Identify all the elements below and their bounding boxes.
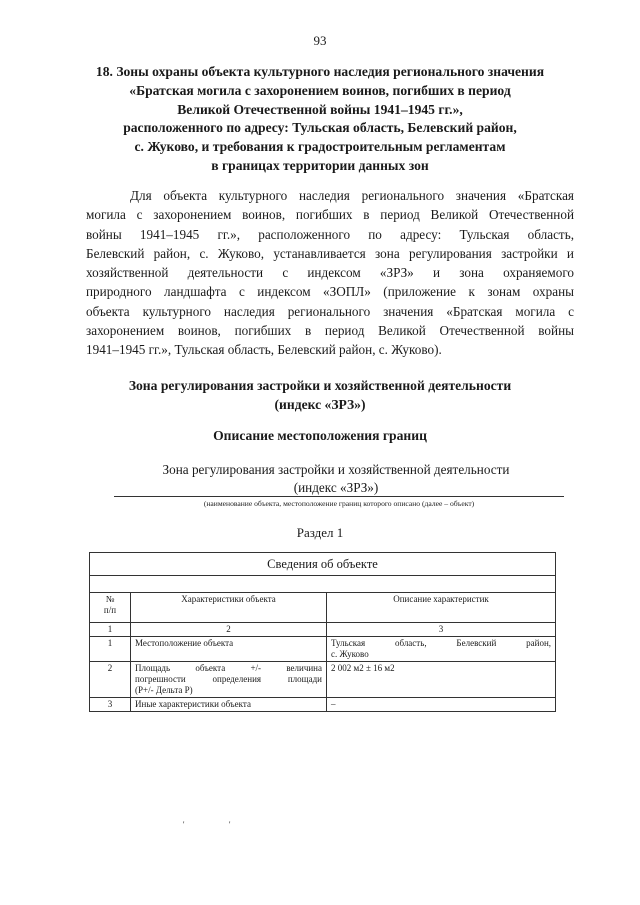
header-num-line: № — [105, 594, 115, 604]
row-num: 1 — [90, 637, 131, 662]
zone-name — [110, 461, 562, 496]
table-empty-cell — [90, 576, 556, 593]
section-title: Раздел 1 — [296, 525, 344, 540]
description-heading: Описание местоположения границ — [213, 428, 427, 443]
zone-caption: (наименование объекта, местоположение границ которого описано (далее – объект) — [203, 499, 475, 508]
section-heading — [70, 63, 570, 176]
header-characteristics: Характеристики объекта — [131, 593, 327, 623]
row-num: 2 — [90, 662, 131, 698]
intro-line: Для объекта культурного наследия регионального значения «Братская — [130, 188, 574, 203]
row-description-line: Тульская область, Белевский район, — [331, 638, 552, 648]
row-num: 3 — [90, 698, 131, 712]
table-caption-row — [90, 553, 556, 576]
heading-line: 18. Зоны охраны объекта культурного наследия регионального значения — [95, 64, 545, 79]
intro-line: природного ландшафта с индексом «ЗОПЛ» (приложение к зонам охраны — [86, 284, 574, 300]
zone-underline — [114, 496, 564, 497]
row-characteristic — [131, 698, 327, 712]
zone-heading-line: Зона регулирования застройки и хозяйственной деятельности — [128, 378, 512, 393]
heading-line: в границах территории данных зон — [211, 157, 429, 173]
header-num-line: п/п — [103, 605, 117, 615]
intro-line: хозяйственной деятельности с индексом «ЗРЗ» и зона охраняемого — [86, 265, 574, 281]
intro-line: войны 1941–1945 гг.», расположенного по адресу: Тульская область, — [86, 226, 574, 242]
zone-name-line: Зона регулирования застройки и хозяйственной деятельности — [162, 462, 510, 477]
zone-heading — [60, 377, 580, 415]
row-description-line: – — [331, 699, 336, 709]
table-empty-row — [90, 576, 556, 593]
row-characteristic-line: Иные характеристики объекта — [135, 699, 251, 709]
table-header-row — [90, 593, 556, 623]
intro-line: захоронением воинов, погибших в период Великой Отечественной войны — [86, 323, 574, 339]
heading-line: с. Жуково, и требования к градостроительным регламентам — [134, 139, 506, 155]
scan-mark: ' — [183, 820, 185, 829]
row-characteristic — [131, 637, 327, 662]
scan-mark: ' — [229, 820, 231, 829]
column-number: 3 — [327, 623, 556, 637]
row-description-line: 2 002 м2 ± 16 м2 — [331, 663, 395, 673]
row-description — [327, 698, 556, 712]
header-num — [90, 593, 131, 623]
heading-line: расположенного по адресу: Тульская область, Белевский район, — [123, 120, 517, 136]
zone-name-line: (индекс «ЗРЗ») — [293, 479, 379, 495]
intro-line: 1941–1945 гг.», Тульская область, Белевский район, с. Жуково). — [86, 342, 442, 358]
table-column-numbers-row — [90, 623, 556, 637]
row-description-line: с. Жуково — [331, 649, 369, 659]
intro-line: Белевский район, с. Жуково, устанавливается зона регулирования застройки и — [86, 245, 574, 261]
row-description — [327, 662, 556, 698]
intro-line: объекта культурного наследия регионального значения «Братская могила с — [86, 303, 574, 319]
object-info-table — [89, 552, 556, 712]
row-characteristic-line: Местоположение объекта — [135, 638, 234, 648]
row-characteristic-line: Площадь объекта +/- величина — [135, 663, 322, 673]
page-number: 93 — [313, 33, 327, 48]
intro-line: могила с захоронением воинов, погибших в период Великой Отечественной — [86, 207, 574, 223]
table-caption: Сведения об объекте — [90, 553, 556, 576]
row-description — [327, 637, 556, 662]
column-number: 2 — [131, 623, 327, 637]
column-number: 1 — [90, 623, 131, 637]
table-row — [90, 698, 556, 712]
row-characteristic-line: погрешности определения площади — [135, 674, 322, 684]
row-characteristic — [131, 662, 327, 698]
header-description: Описание характеристик — [327, 593, 556, 623]
zone-heading-line: (индекс «ЗРЗ») — [274, 396, 366, 412]
heading-line: Великой Отечественной войны 1941–1945 гг.», — [177, 101, 463, 117]
heading-line: «Братская могила с захоронением воинов, погибших в период — [129, 82, 511, 98]
table-row — [90, 662, 556, 698]
row-characteristic-line: (Р+/- Дельта Р) — [135, 685, 193, 695]
intro-paragraph — [86, 186, 574, 360]
table-row — [90, 637, 556, 662]
